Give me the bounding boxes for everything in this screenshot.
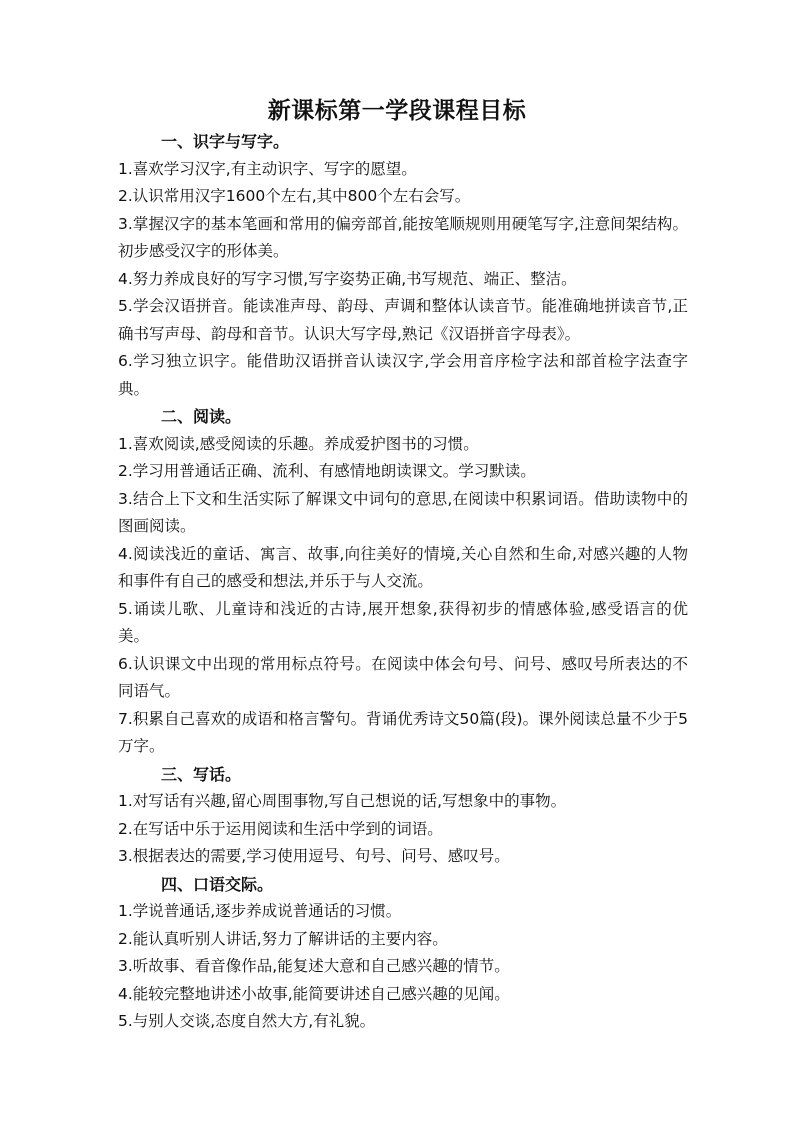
- list-item: 1.喜欢学习汉字,有主动识字、写字的愿望。: [118, 159, 417, 178]
- list-item: 5.诵读儿歌、儿童诗和浅近的古诗,展开想象,获得初步的情感体验,感受语言的优美。: [118, 599, 688, 645]
- section-heading: 三、写话。: [161, 764, 242, 784]
- list-item: 4.能较完整地讲述小故事,能简要讲述自己感兴趣的见闻。: [118, 984, 510, 1003]
- list-item: 3.听故事、看音像作品,能复述大意和自己感兴趣的情节。: [118, 957, 510, 975]
- page-title: 新课标第一学段课程目标: [267, 97, 527, 124]
- list-item: 2.认识常用汉字1600个左右,其中800个左右会写。: [118, 187, 471, 205]
- list-item: 6.认识课文中出现的常用标点符号。在阅读中体会句号、问号、感叹号所表达的不同语气。: [118, 654, 688, 700]
- list-item: 2.能认真听别人讲话,努力了解讲话的主要内容。: [118, 929, 448, 948]
- list-item: 1.学说普通话,逐步养成说普通话的习惯。: [118, 902, 402, 920]
- section-heading: 四、口语交际。: [161, 874, 274, 894]
- list-item: 4.努力养成良好的写字习惯,写字姿势正确,书写规范、端正、整洁。: [118, 269, 577, 288]
- list-item: 3.结合上下文和生活实际了解课文中词句的意思,在阅读中积累词语。借助读物中的图画阅读。: [118, 489, 688, 535]
- section-reading: [118, 403, 688, 761]
- section-literacy-writing: [118, 128, 688, 403]
- section-writing: [118, 761, 688, 871]
- section-heading: 二、阅读。: [161, 407, 242, 426]
- list-item: 1.对写话有兴趣,留心周围事物,写自己想说的话,写想象中的事物。: [118, 792, 567, 810]
- list-item: 2.在写话中乐于运用阅读和生活中学到的词语。: [118, 819, 443, 838]
- list-item: 5.学会汉语拼音。能读准声母、韵母、声调和整体认读音节。能准确地拼读音节,正确书写声母、韵母和音节。认识大写字母,熟记《汉语拼音字母表》。: [118, 297, 688, 343]
- list-item: 6.学习独立识字。能借助汉语拼音认读汉字,学会用音序检字法和部首检字法查字典。: [118, 352, 688, 398]
- list-item: 5.与别人交谈,态度自然大方,有礼貌。: [118, 1012, 376, 1030]
- document-body: [118, 128, 688, 1036]
- list-item: 2.学习用普通话正确、流利、有感情地朗读课文。学习默读。: [118, 462, 536, 480]
- section-heading: 一、识字与写字。: [161, 132, 290, 151]
- list-item: 3.根据表达的需要,学习使用逗号、句号、问号、感叹号。: [118, 847, 510, 865]
- list-item: 3.掌握汉字的基本笔画和常用的偏旁部首,能按笔顺规则用硬笔写字,注意间架结构。初步感受汉字的形体美。: [118, 214, 688, 260]
- section-oral-communication: [118, 871, 688, 1036]
- list-item: 4.阅读浅近的童话、寓言、故事,向往美好的情境,关心自然和生命,对感兴趣的人物和事件有自己的感受和想法,并乐于与人交流。: [118, 544, 688, 590]
- list-item: 1.喜欢阅读,感受阅读的乐趣。养成爱护图书的习惯。: [118, 434, 479, 453]
- list-item: 7.积累自己喜欢的成语和格言警句。背诵优秀诗文50篇(段)。课外阅读总量不少于5万字。: [118, 709, 688, 755]
